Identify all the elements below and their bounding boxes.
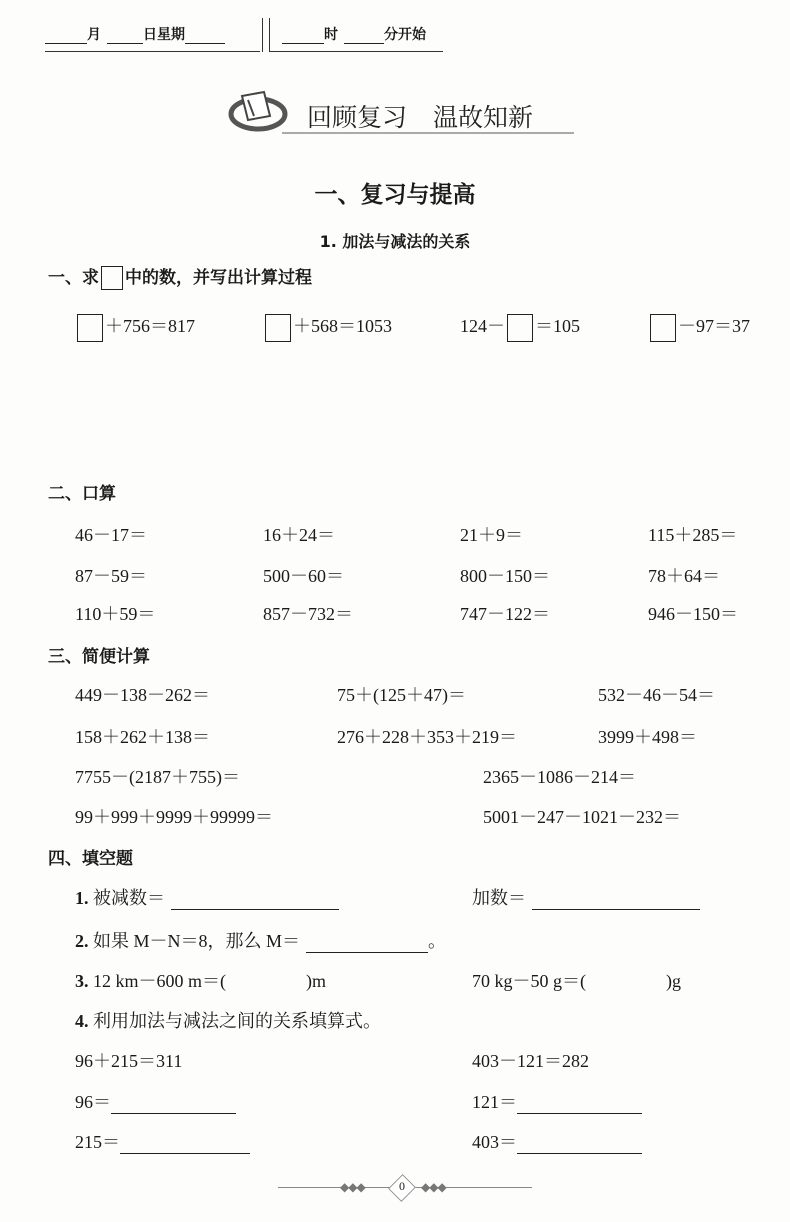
banner-title	[307, 98, 533, 134]
simplify-item: 449－138－262＝	[75, 685, 210, 705]
relation-item	[472, 1128, 642, 1154]
page-title: 一、复习与提高	[314, 182, 476, 208]
answer-blank[interactable]	[517, 1135, 642, 1154]
header-divider	[269, 18, 270, 52]
section-1-heading	[48, 263, 312, 290]
relation-text: 403－121＝282	[472, 1051, 589, 1071]
answer-blank[interactable]	[120, 1135, 250, 1154]
q-num: 4.	[75, 1011, 89, 1031]
q-end: 。	[428, 931, 447, 951]
mental-math-item: 800－150＝	[460, 566, 550, 586]
heading-part: 一、求	[48, 268, 99, 288]
simplify-item: 3999＋498＝	[598, 727, 697, 747]
simplify-item: 5001－247－1021－232＝	[483, 807, 681, 827]
eq-after: ＋568＝1053	[293, 316, 392, 336]
header-rule	[269, 51, 443, 52]
q-num: 2.	[75, 931, 89, 951]
simplify-item: 532－46－54＝	[598, 685, 715, 705]
relation-item	[472, 1088, 642, 1114]
heading-part: 中的数，并写出计算过程	[125, 268, 312, 288]
q-text: 70 kg－50 g＝(	[472, 971, 586, 991]
relation-item	[75, 1088, 236, 1114]
mental-math-item: 16＋24＝	[263, 525, 335, 545]
answer-box[interactable]	[77, 314, 103, 342]
banner-underline	[282, 132, 574, 134]
hour-label: 时	[324, 27, 338, 43]
diamond-ornament: ◆◆◆	[340, 1180, 365, 1194]
mental-math-item: 87－59＝	[75, 566, 147, 586]
answer-blank[interactable]	[171, 891, 339, 910]
simplify-item: 7755－(2187＋755)＝	[75, 767, 240, 787]
q-text: 利用加法与减法之间的关系填算式。	[93, 1011, 381, 1031]
start-label: 分开始	[384, 27, 426, 43]
q-num: 1.	[75, 888, 89, 908]
fill-q3b	[472, 967, 681, 993]
mental-math-item: 78＋64＝	[648, 566, 720, 586]
banner-left: 回顾复习	[307, 103, 408, 132]
q-unit: )m	[306, 971, 326, 991]
relation-text: 403＝	[472, 1132, 517, 1152]
mental-math-item: 115＋285＝	[648, 525, 738, 545]
simplify-item: 99＋999＋9999＋99999＝	[75, 807, 273, 827]
find-box-equation	[263, 312, 392, 342]
simplify-item: 276＋228＋353＋219＝	[337, 727, 517, 747]
q-text: 如果 M－N＝8，那么 M＝	[93, 931, 301, 951]
mental-math-item: 110＋59＝	[75, 604, 156, 624]
fill-q1b	[472, 884, 700, 910]
answer-blank[interactable]	[111, 1095, 236, 1114]
banner-right: 温故知新	[433, 103, 534, 132]
section-4-heading: 四、填空题	[48, 849, 133, 869]
eq-after: ＝105	[535, 316, 580, 336]
mental-math-item: 946－150＝	[648, 604, 738, 624]
find-box-equation	[460, 312, 580, 342]
eq-after: ＋756＝817	[105, 316, 195, 336]
relation-item	[472, 1047, 589, 1073]
answer-box[interactable]	[507, 314, 533, 342]
mental-math-item: 857－732＝	[263, 604, 353, 624]
time-line	[282, 24, 426, 44]
find-box-equation	[648, 312, 750, 342]
q-text: 加数＝	[472, 888, 526, 908]
answer-box[interactable]	[265, 314, 291, 342]
header-rule	[45, 51, 260, 52]
section-3-heading: 三、简便计算	[48, 647, 150, 667]
lesson-title: 1. 加法与减法的关系	[319, 232, 471, 251]
q-text: 12 km－600 m＝(	[93, 971, 226, 991]
fill-q1	[75, 884, 339, 910]
q-num: 3.	[75, 971, 89, 991]
relation-text: 215＝	[75, 1132, 120, 1152]
mental-math-item: 747－122＝	[460, 604, 550, 624]
answer-blank[interactable]	[517, 1095, 642, 1114]
simplify-item: 75＋(125＋47)＝	[337, 685, 466, 705]
simplify-item: 158＋262＋138＝	[75, 727, 210, 747]
fill-q4	[75, 1007, 381, 1033]
fill-q3	[75, 967, 326, 993]
section-2-heading: 二、口算	[48, 484, 116, 504]
mental-math-item: 46－17＝	[75, 525, 147, 545]
relation-text: 121＝	[472, 1092, 517, 1112]
folder-icon	[228, 86, 288, 132]
month-label: 月	[87, 27, 101, 43]
fill-q2	[75, 927, 446, 953]
date-line	[45, 24, 225, 44]
page-number: 0	[399, 1179, 405, 1193]
eq-before: 124－	[460, 316, 505, 336]
relation-item	[75, 1128, 250, 1154]
find-box-equation	[75, 312, 195, 342]
day-week-label: 日星期	[143, 27, 185, 43]
eq-after: －97＝37	[678, 316, 750, 336]
mental-math-item: 21＋9＝	[460, 525, 523, 545]
diamond-ornament: ◆◆◆	[421, 1180, 446, 1194]
mental-math-item: 500－60＝	[263, 566, 344, 586]
relation-text: 96＝	[75, 1092, 111, 1112]
answer-blank[interactable]	[306, 934, 428, 953]
header-divider	[262, 18, 263, 52]
q-text: 被减数＝	[93, 888, 165, 908]
answer-blank[interactable]	[532, 891, 700, 910]
answer-box[interactable]	[650, 314, 676, 342]
simplify-item: 2365－1086－214＝	[483, 767, 636, 787]
relation-text: 96＋215＝311	[75, 1051, 183, 1071]
relation-item	[75, 1047, 182, 1073]
q-unit: )g	[666, 971, 681, 991]
